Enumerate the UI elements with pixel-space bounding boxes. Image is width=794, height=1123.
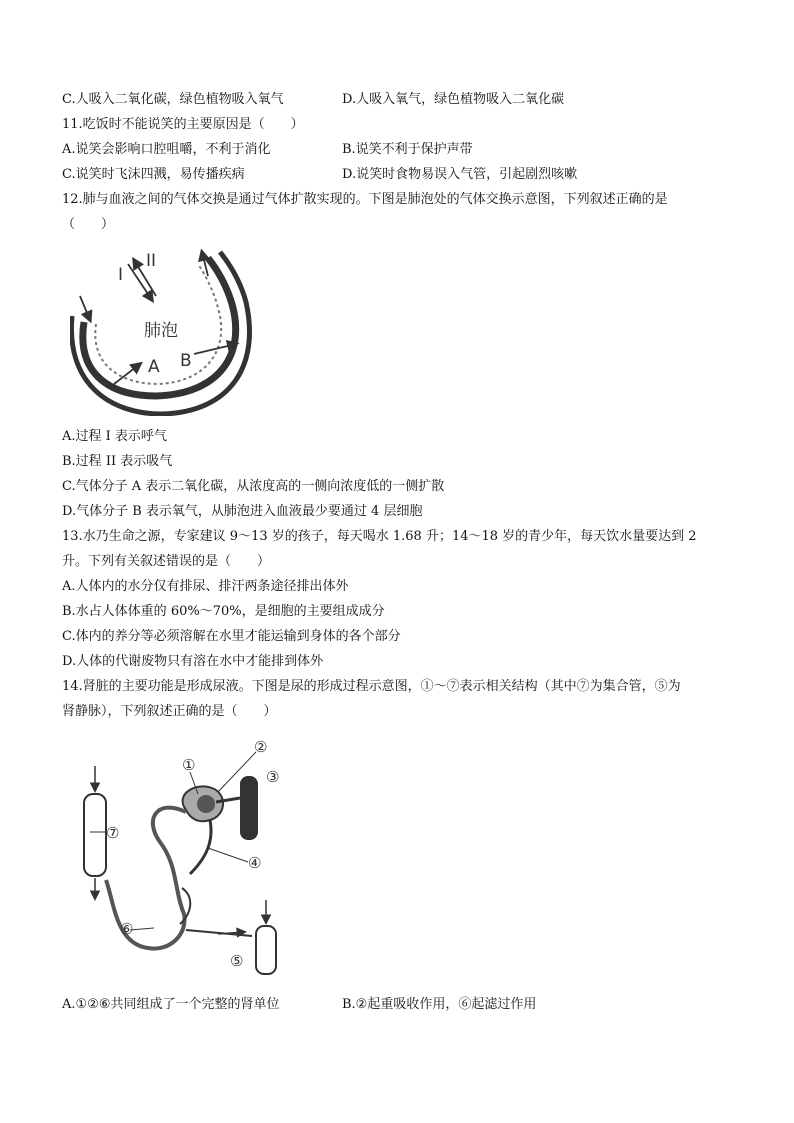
q10-option-d: D.人吸入氧气，绿色植物吸入二氧化碳	[342, 92, 565, 107]
leader-4	[208, 848, 248, 862]
renal-vein	[256, 926, 276, 974]
vessel-3	[240, 776, 258, 840]
label-6: ⑥	[120, 920, 134, 938]
q14-stem-line1: 14.肾脏的主要功能是形成尿液。下图是尿的形成过程示意图，①～⑦表示相关结构（其中⑦为集合管，⑤为	[62, 679, 681, 694]
label-alveolus: 肺泡	[144, 321, 178, 341]
label-process-i: I	[118, 265, 124, 285]
q12-option-d: D.气体分子 B 表示氧气，从肺泡进入血液最少要通过 4 层细胞	[62, 504, 423, 519]
label-gas-b: B	[180, 351, 192, 371]
label-7: ⑦	[106, 824, 120, 842]
q11-option-d: D.说笑时食物易误入气管，引起剧烈咳嗽	[342, 167, 578, 182]
label-1: ①	[182, 756, 196, 774]
label-5: ⑤	[230, 952, 244, 970]
q13-option-b: B.水占人体体重的 60%～70%，是细胞的主要组成成分	[62, 604, 385, 619]
q13-option-a: A.人体内的水分仅有排尿、排汗两条途径排出体外	[62, 579, 349, 594]
label-process-ii: II	[146, 251, 157, 271]
vein-link	[186, 930, 252, 936]
label-gas-a: A	[148, 357, 160, 377]
q11-option-a: A.说笑会影响口腔咀嚼，不利于消化	[62, 142, 271, 157]
label-2: ②	[254, 738, 268, 756]
blood-in-arrow	[80, 296, 90, 320]
alveolus-gas-exchange-figure	[70, 244, 255, 416]
label-3: ③	[266, 768, 280, 786]
q12-option-a: A.过程 I 表示呼气	[62, 429, 167, 444]
q12-stem-line1: 12.肺与血液之间的气体交换是通过气体扩散实现的。下图是肺泡处的气体交换示意图，下列叙述正确的是	[62, 192, 668, 207]
q11-option-c: C.说笑时飞沫四溅，易传播疾病	[62, 167, 245, 182]
nephron-figure	[70, 738, 295, 978]
q13-stem-line2: 升。下列有关叙述错误的是（ ）	[62, 554, 271, 569]
q13-stem-line1: 13.水乃生命之源，专家建议 9～13 岁的孩子，每天喝水 1.68 升；14～18 岁的青少年，每天饮水量要达到 2	[62, 529, 697, 544]
q12-option-c: C.气体分子 A 表示二氧化碳，从浓度高的一侧向浓度低的一侧扩散	[62, 479, 445, 494]
q14-option-b: B.②起重吸收作用，⑥起滤过作用	[342, 997, 537, 1012]
label-4: ④	[248, 854, 262, 872]
q12-option-b: B.过程 II 表示吸气	[62, 454, 173, 469]
leader-6	[130, 928, 154, 930]
q11-stem: 11.吃饭时不能说笑的主要原因是（ ）	[62, 117, 304, 132]
q13-option-c: C.体内的养分等必须溶解在水里才能运输到身体的各个部分	[62, 629, 401, 644]
q14-option-a: A.①②⑥共同组成了一个完整的肾单位	[62, 997, 280, 1012]
glomerulus	[197, 795, 215, 813]
q13-option-d: D.人体的代谢废物只有溶在水中才能排到体外	[62, 654, 324, 669]
q12-stem-line2: （ ）	[62, 217, 115, 232]
q11-option-b: B.说笑不利于保护声带	[342, 142, 473, 157]
q14-stem-line2: 肾静脉），下列叙述正确的是（ ）	[62, 704, 277, 719]
collecting-duct	[84, 794, 106, 876]
vessel-4	[190, 820, 211, 874]
q10-option-c: C.人吸入二氧化碳，绿色植物吸入氧气	[62, 92, 284, 107]
